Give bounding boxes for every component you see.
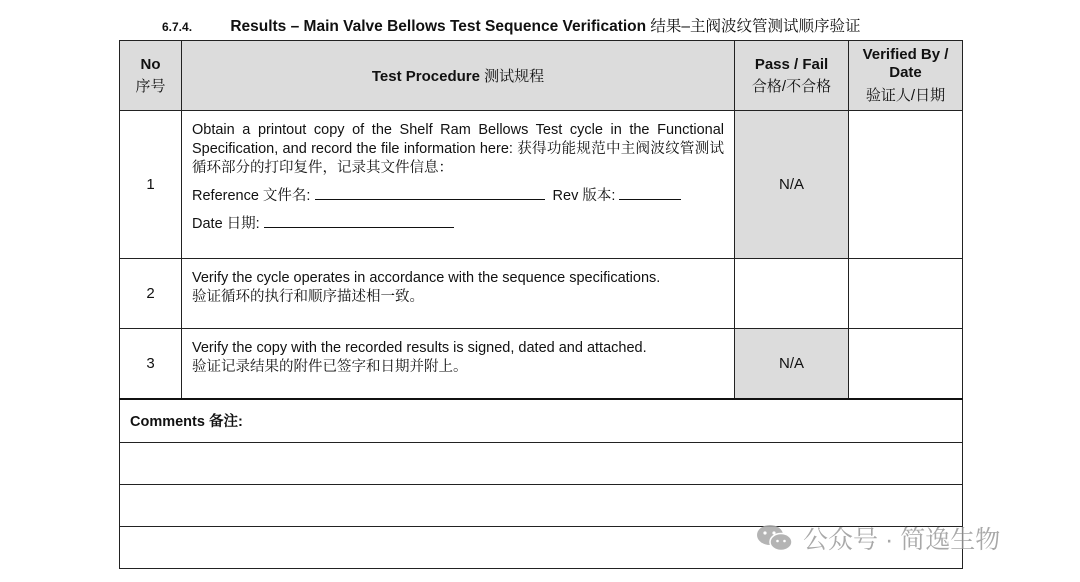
header-pass-fail: [735, 41, 849, 111]
date-line: [192, 213, 724, 234]
procedure-cell: [182, 259, 735, 329]
procedure-text-en: Obtain a printout copy of the Shelf Ram Bellows Test cycle in the Functional Specification, and record the file information here:: [192, 122, 724, 157]
date-label: Date 日期:: [192, 216, 260, 232]
pass-fail-cell[interactable]: [735, 259, 849, 329]
procedure-text-en: Verify the cycle operates in accordance with the sequence specifications.: [192, 270, 661, 286]
row-number: 1: [120, 111, 182, 259]
comments-header: [120, 399, 963, 443]
header-no-label: No: [140, 55, 161, 73]
comments-line[interactable]: [120, 443, 963, 485]
reference-label: Reference 文件名:: [192, 188, 311, 204]
header-verified: [849, 41, 963, 111]
rev-field[interactable]: [619, 185, 681, 200]
procedure-cell: [182, 329, 735, 399]
watermark: [755, 520, 1000, 556]
header-no: [120, 41, 182, 111]
section-number: 6.7.4.: [162, 20, 193, 34]
procedure-text-cn: 验证循环的执行和顺序描述相一致。: [192, 289, 424, 305]
procedure-cell: [182, 111, 735, 259]
table-row: [120, 111, 963, 259]
table-row: [120, 329, 963, 399]
header-procedure-label-cn: 测试规程: [484, 68, 545, 85]
comments-label: Comments: [130, 413, 205, 430]
header-row: [120, 41, 963, 111]
reference-field[interactable]: [315, 185, 545, 200]
row-number: 3: [120, 329, 182, 399]
procedure-text: [192, 121, 724, 178]
comments-row: [120, 399, 963, 443]
header-pass-fail-label-cn: 合格/不合格: [751, 77, 832, 95]
header-procedure: [182, 41, 735, 111]
header-verified-label: Verified By / Date: [862, 46, 949, 81]
procedure-text-en: Verify the copy with the recorded results is signed, dated and attached.: [192, 340, 647, 356]
pass-fail-cell: N/A: [735, 111, 849, 259]
verified-cell[interactable]: [849, 259, 963, 329]
header-no-label-cn: 序号: [135, 77, 166, 95]
results-table: [119, 40, 963, 569]
table-row: [120, 259, 963, 329]
wechat-logo-icon: [755, 523, 795, 553]
header-pass-fail-label: Pass / Fail: [754, 55, 829, 73]
verified-cell[interactable]: [849, 111, 963, 259]
section-title: Results – Main Valve Bellows Test Sequence Verification: [230, 18, 647, 35]
comments-line-cell[interactable]: [120, 443, 963, 485]
reference-line: [192, 185, 724, 206]
procedure-text-cn: 验证记录结果的附件已签字和日期并附上。: [192, 359, 468, 375]
verified-cell[interactable]: [849, 329, 963, 399]
row-number: 2: [120, 259, 182, 329]
rev-label: Rev 版本:: [552, 188, 616, 204]
procedure-text-cn: 获得功能规范中主阀波纹管测试循环部分的打印复件，记录其文件信息：: [192, 141, 725, 176]
section-heading: [162, 14, 861, 36]
section-title-cn: 结果–主阀波纹管测试顺序验证: [650, 18, 861, 35]
comments-label-cn: 备注:: [208, 413, 243, 430]
header-verified-label-cn: 验证人/日期: [865, 87, 946, 104]
pass-fail-cell: N/A: [735, 329, 849, 399]
header-procedure-label: Test Procedure: [371, 68, 480, 85]
watermark-text: 公众号 · 简逸生物: [803, 526, 1001, 554]
date-field[interactable]: [264, 213, 454, 228]
